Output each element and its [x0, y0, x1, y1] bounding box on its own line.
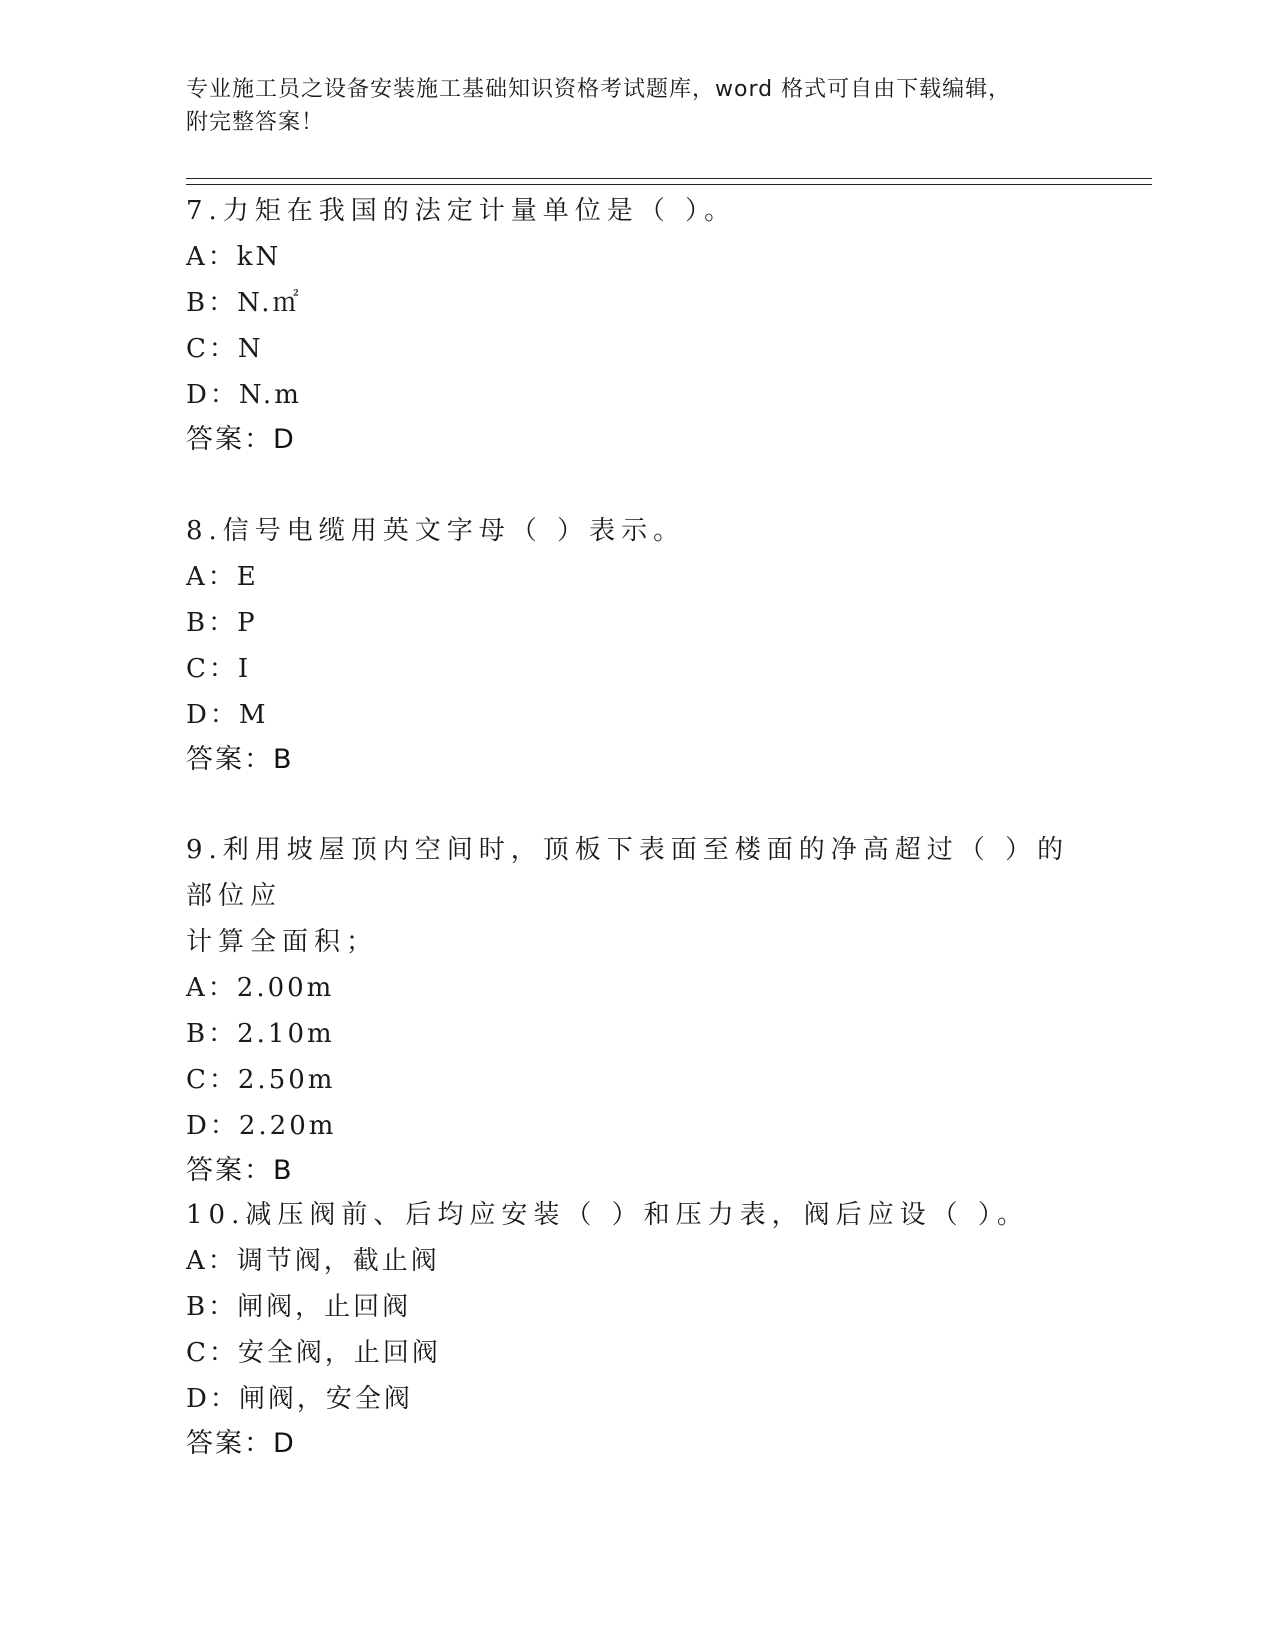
question-stem: 7.力矩在我国的法定计量单位是（ ）。 — [186, 196, 737, 226]
option-d: D：M — [186, 700, 269, 730]
question-9 — [186, 827, 1086, 1193]
option-a: A：调节阀，截止阀 — [186, 1246, 440, 1276]
question-10 — [186, 1192, 1086, 1466]
question-stem-line-2: 计算全面积； — [186, 927, 379, 957]
option-b: B：P — [186, 608, 258, 638]
question-7 — [186, 188, 1086, 462]
option-a: A：kN — [186, 242, 282, 272]
option-b: B：N.㎡ — [186, 288, 302, 318]
answer-line: 答案：B — [186, 744, 294, 775]
option-c: C：N — [186, 334, 264, 364]
header-line-1: 专业施工员之设备安装施工基础知识资格考试题库，word 格式可自由下载编辑， — [186, 77, 1012, 102]
option-b: B：闸阀，止回阀 — [186, 1292, 412, 1322]
answer-line: 答案：B — [186, 1155, 294, 1186]
option-c: C：2.50m — [186, 1065, 336, 1095]
option-d: D：N.m — [186, 380, 302, 410]
header-line-2: 附完整答案！ — [186, 110, 325, 135]
answer-line: 答案：D — [186, 1428, 296, 1459]
answer-line: 答案：D — [186, 424, 296, 455]
document-header — [186, 73, 1086, 139]
question-8 — [186, 508, 1086, 782]
question-stem-line-1: 9.利用坡屋顶内空间时，顶板下表面至楼面的净高超过（ ）的部位应 — [186, 835, 1070, 911]
question-stem: 10.减压阀前、后均应安装（ ）和压力表，阀后应设（ ）。 — [186, 1200, 1029, 1230]
header-divider-top — [186, 178, 1152, 179]
question-stem: 8.信号电缆用英文字母（ ）表示。 — [186, 516, 686, 546]
option-d: D：2.20m — [186, 1111, 337, 1141]
option-a: A：2.00m — [186, 973, 335, 1003]
header-divider-bottom — [186, 184, 1152, 185]
option-b: B：2.10m — [186, 1019, 335, 1049]
option-c: C：I — [186, 654, 252, 684]
option-a: A：E — [186, 562, 259, 592]
option-d: D：闸阀，安全阀 — [186, 1384, 413, 1414]
option-c: C：安全阀，止回阀 — [186, 1338, 441, 1368]
